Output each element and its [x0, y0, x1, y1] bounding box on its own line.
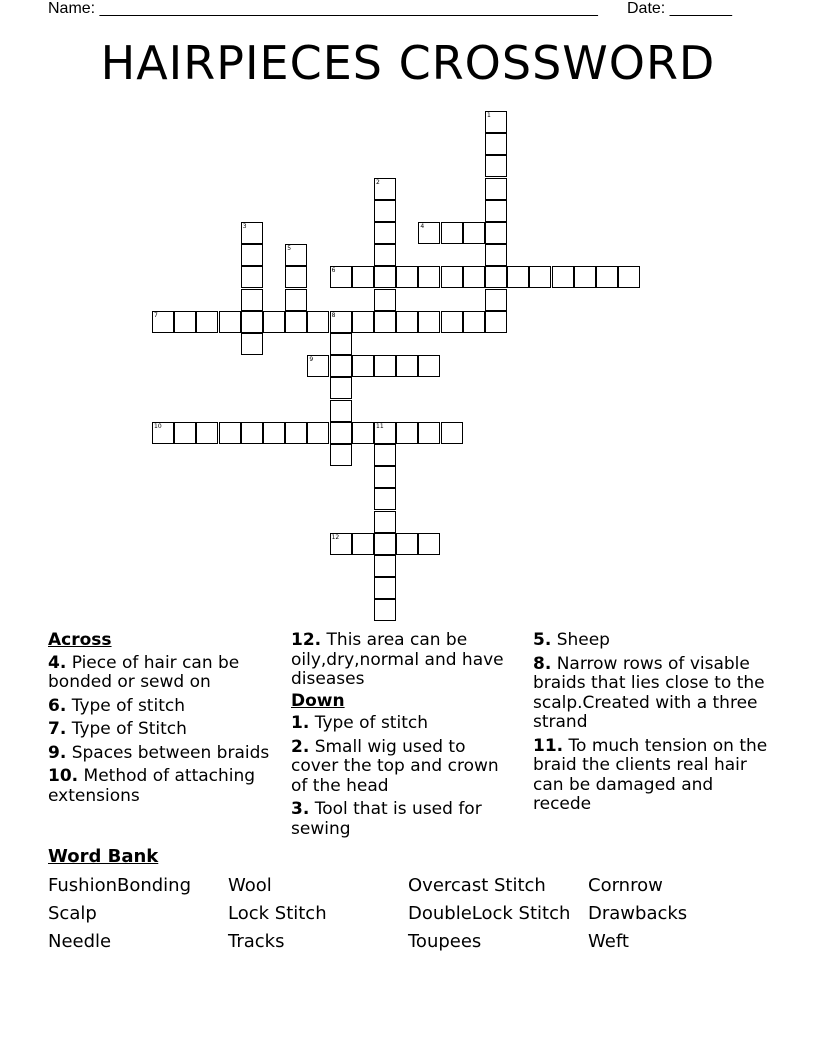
crossword-cell[interactable]: [352, 266, 374, 288]
clue-across-6: 6. Type of stitch: [48, 695, 185, 716]
crossword-cell[interactable]: [352, 355, 374, 377]
crossword-cell[interactable]: [463, 266, 485, 288]
crossword-cell[interactable]: [285, 266, 307, 288]
crossword-cell[interactable]: [241, 289, 263, 311]
word-bank-item: Scalp: [48, 903, 97, 924]
crossword-cell[interactable]: [285, 289, 307, 311]
crossword-cell[interactable]: [418, 266, 440, 288]
crossword-cell[interactable]: [374, 200, 396, 222]
crossword-cell[interactable]: [374, 222, 396, 244]
word-bank-item: DoubleLock Stitch: [408, 903, 571, 924]
word-bank-title: Word Bank: [48, 846, 159, 867]
crossword-cell[interactable]: [352, 311, 374, 333]
crossword-cell[interactable]: [152, 311, 174, 333]
crossword-cell[interactable]: [285, 311, 307, 333]
crossword-cell[interactable]: [485, 200, 507, 222]
cell-number: 5: [287, 245, 292, 253]
crossword-cell[interactable]: [263, 311, 285, 333]
word-bank-item: Toupees: [408, 931, 482, 952]
crossword-cell[interactable]: [374, 511, 396, 533]
word-bank-item: Weft: [588, 931, 629, 952]
crossword-cell[interactable]: [418, 355, 440, 377]
crossword-cell[interactable]: [529, 266, 551, 288]
crossword-cell[interactable]: [485, 222, 507, 244]
crossword-cell[interactable]: [485, 311, 507, 333]
crossword-cell[interactable]: [330, 422, 352, 444]
crossword-cell[interactable]: [219, 311, 241, 333]
down-heading: Down: [291, 690, 345, 711]
cell-number: 7: [154, 311, 158, 319]
crossword-cell[interactable]: [485, 155, 507, 177]
clue-down-3: 3. Tool that is used for sewing: [291, 799, 482, 839]
cell-number: 4: [420, 223, 425, 230]
crossword-cell[interactable]: [441, 422, 463, 444]
crossword-cell[interactable]: [241, 422, 263, 444]
crossword-cell[interactable]: [219, 422, 241, 444]
crossword-cell[interactable]: [596, 266, 618, 288]
crossword-cell[interactable]: [374, 555, 396, 577]
crossword-cell[interactable]: [285, 244, 307, 266]
crossword-cell[interactable]: [552, 266, 574, 288]
crossword-cell[interactable]: [396, 533, 418, 555]
clue-down-8: 8. Narrow rows of visable braids that lies close to the scalp.Created with a three strand: [533, 653, 765, 732]
crossword-cell[interactable]: [485, 178, 507, 200]
crossword-cell[interactable]: [330, 444, 352, 466]
crossword-cell[interactable]: [285, 422, 307, 444]
crossword-cell[interactable]: [241, 266, 263, 288]
cell-number: 11: [376, 422, 384, 430]
crossword-cell[interactable]: [330, 400, 352, 422]
word-bank-item: Wool: [228, 875, 272, 896]
cell-number: 3: [242, 223, 247, 230]
crossword-cell[interactable]: [396, 422, 418, 444]
word-bank-item: Needle: [48, 931, 112, 952]
crossword-cell[interactable]: [485, 244, 507, 266]
crossword-cell[interactable]: [485, 289, 507, 311]
crossword-cell[interactable]: [374, 466, 396, 488]
crossword-cell[interactable]: [374, 266, 396, 288]
across-heading: Across: [48, 630, 112, 650]
crossword-cell[interactable]: [307, 311, 329, 333]
crossword-cell[interactable]: [507, 266, 529, 288]
clues-column-1: [48, 631, 273, 810]
crossword-cell[interactable]: [485, 111, 507, 133]
crossword-cell[interactable]: [441, 311, 463, 333]
clues-column-2: [291, 631, 516, 843]
crossword-cell[interactable]: [374, 311, 396, 333]
crossword-cell[interactable]: [418, 222, 440, 244]
crossword-cell[interactable]: [330, 377, 352, 399]
cell-number: 6: [331, 267, 336, 275]
crossword-cell[interactable]: [330, 355, 352, 377]
crossword-cell[interactable]: [330, 533, 352, 555]
clue-across-10: 10. Method of attaching extensions: [48, 766, 256, 806]
page-title: HAIRPIECES CROSSWORD: [100, 36, 716, 90]
crossword-cell[interactable]: [352, 422, 374, 444]
crossword-cell[interactable]: [152, 422, 174, 444]
crossword-cell[interactable]: [374, 533, 396, 555]
crossword-cell[interactable]: [418, 533, 440, 555]
crossword-cell[interactable]: [330, 333, 352, 355]
clue-across-7: 7. Type of Stitch: [48, 719, 187, 739]
name-line: Name: ________________________________________________________: [48, 0, 598, 17]
word-bank-item: FushionBonding: [48, 875, 192, 896]
crossword-cell[interactable]: [374, 422, 396, 444]
word-bank-item: Cornrow: [588, 875, 663, 896]
word-bank-item: Drawbacks: [588, 903, 688, 924]
crossword-cell[interactable]: [374, 289, 396, 311]
cell-number: 10: [154, 422, 162, 430]
crossword-cell[interactable]: [374, 244, 396, 266]
crossword-cell[interactable]: [485, 133, 507, 155]
clue-down-2: 2. Small wig used to cover the top and crown of the head: [291, 736, 499, 796]
word-bank-item: Overcast Stitch: [408, 875, 546, 896]
crossword-cell[interactable]: [307, 422, 329, 444]
crossword-cell[interactable]: [374, 488, 396, 510]
crossword-cell[interactable]: [330, 311, 352, 333]
crossword-cell[interactable]: [374, 178, 396, 200]
crossword-cell[interactable]: [396, 311, 418, 333]
crossword-cell[interactable]: [330, 266, 352, 288]
crossword-cell[interactable]: [196, 311, 218, 333]
clue-down-11: 11. To much tension on the braid the clients real hair can be damaged and recede: [533, 735, 768, 814]
clue-across-12: 12. This area can be oily,dry,normal and have diseases: [291, 630, 504, 689]
crossword-cell[interactable]: [463, 311, 485, 333]
crossword-cell[interactable]: [352, 533, 374, 555]
clue-down-5: 5. Sheep: [533, 630, 610, 650]
crossword-cell[interactable]: [441, 266, 463, 288]
crossword-cell[interactable]: [307, 355, 329, 377]
crossword-cell[interactable]: [374, 355, 396, 377]
crossword-cell[interactable]: [174, 422, 196, 444]
crossword-cell[interactable]: [463, 222, 485, 244]
crossword-cell[interactable]: [485, 266, 507, 288]
crossword-cell[interactable]: [241, 222, 263, 244]
cell-number: 2: [376, 178, 380, 186]
cell-number: 9: [309, 356, 314, 364]
crossword-cell[interactable]: [263, 422, 285, 444]
crossword-cell[interactable]: [241, 244, 263, 266]
crossword-cell[interactable]: [241, 333, 263, 355]
crossword-cell[interactable]: [196, 422, 218, 444]
word-bank-item: Lock Stitch: [228, 903, 327, 924]
date-line: Date: _______: [627, 0, 732, 17]
crossword-cell[interactable]: [618, 266, 640, 288]
cell-number: 1: [487, 112, 491, 119]
crossword-cell[interactable]: [374, 444, 396, 466]
crossword-cell[interactable]: [396, 266, 418, 288]
clue-across-4: 4. Piece of hair can be bonded or sewd on: [48, 652, 240, 692]
crossword-cell[interactable]: [418, 311, 440, 333]
crossword-cell[interactable]: [441, 222, 463, 244]
crossword-cell[interactable]: [241, 311, 263, 333]
crossword-cell[interactable]: [396, 355, 418, 377]
crossword-cell[interactable]: [374, 599, 396, 621]
crossword-cell[interactable]: [374, 577, 396, 599]
clues-column-3: [533, 631, 768, 819]
word-bank-item: Tracks: [228, 931, 285, 952]
crossword-cell[interactable]: [418, 422, 440, 444]
cell-number: 8: [331, 311, 336, 319]
cell-number: 12: [331, 533, 340, 541]
clue-across-9: 9. Spaces between braids: [48, 742, 270, 763]
crossword-cell[interactable]: [574, 266, 596, 288]
crossword-cell[interactable]: [174, 311, 196, 333]
clue-down-1: 1. Type of stitch: [291, 713, 428, 733]
